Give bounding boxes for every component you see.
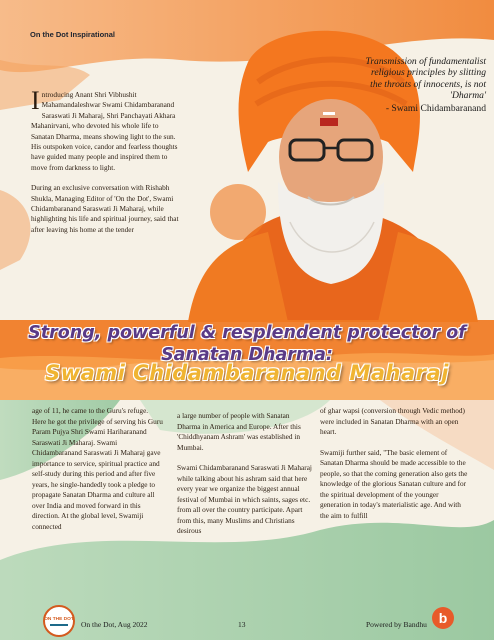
bandhu-logo — [431, 606, 455, 630]
quote-attribution: - Swami Chidambaranand — [385, 102, 486, 114]
quote-text: Transmission of fundamentalist religious principles by slitting the throats of innocents, is not 'Dharma' — [365, 56, 486, 102]
footer-publication: On the Dot, Aug 2022 — [81, 620, 148, 629]
footer-powered-by: Powered by Bandhu — [366, 620, 427, 629]
body-column-2 — [177, 411, 312, 547]
intro-paragraph-2: During an exclusive conversation with Rishabh Shukla, Managing Editor of 'On the Dot', Swami Chidambaranand Saraswati Ji Maharaj, while highlighting his life and spiritual journey, said that after leaving his home at the tender — [31, 183, 179, 234]
col2-paragraph-2: Swami Chidambaranand Saraswati Ji Maharaj while talking about his ashram said that here every year we organize the biggest annual festival of Mumbai in which saints, sages etc. from all over the country participate. Apart from this, many Muslims and Christians desirous — [177, 463, 312, 535]
drop-cap: I — [31, 86, 40, 115]
page-number: 13 — [238, 620, 246, 629]
on-the-dot-logo — [42, 604, 76, 638]
intro-text — [31, 86, 181, 245]
col2-paragraph-1: a large number of people with Sanatan Dharma in America and Europe. After this 'Chiddhyanam Ashram' was established in Mumbai. — [177, 411, 301, 452]
logo-text: ON THE DOT — [44, 617, 74, 622]
body-column-1 — [32, 406, 164, 542]
headline-subtitle: Swami Chidambaranand Maharaj — [45, 361, 449, 385]
pull-quote — [362, 56, 486, 114]
col1-paragraph: age of 11, he came to the Guru's refuge. Here he got the privilege of serving his Guru Param Pujya Shri Swami Hariharanand Saraswati Ji Maharaj. Swami Chidambaranand Saraswati Ji Maharaj gave importance to service, spiritual practice and self-study during this period and after five years, he single-handedly took a pledge to propagate Sanatan Dharma and culture all over India and moved forward in this direction. At the global level, Swamiji connected — [32, 406, 163, 531]
body-column-3 — [320, 406, 468, 531]
intro-paragraph-1: ntroducing Anant Shri Vibhushit Mahamandaleshwar Swami Chidambaranand Saraswati Ji Maharaj, Shri Panchayati Akhara Mahanirvani, who devoted his whole life to Sanatan Dharma, means showing light to the sun. His outspoken voice, candor and fearless thoughts have guided many people and inspired them to move from darkness to light. — [31, 90, 178, 172]
bandhu-logo-letter: b — [438, 610, 448, 626]
col3-paragraph-1: of ghar wapsi (conversion through Vedic method) were included in Sanatan Dharma with an open heart. — [320, 406, 465, 436]
col3-paragraph-2: Swamiji further said, "The basic element of Sanatan Dharma should be made accessible to the people, so that the coming generation also gets the knowledge of the glorious Sanatan culture and for the spiritual development of the younger generation in today's materialistic age. And with the aim to fulfill — [320, 447, 468, 520]
section-label: On the Dot Inspirational — [30, 30, 116, 39]
headline-title: Strong, powerful & resplendent protector of Sanatan Dharma: — [28, 323, 466, 365]
